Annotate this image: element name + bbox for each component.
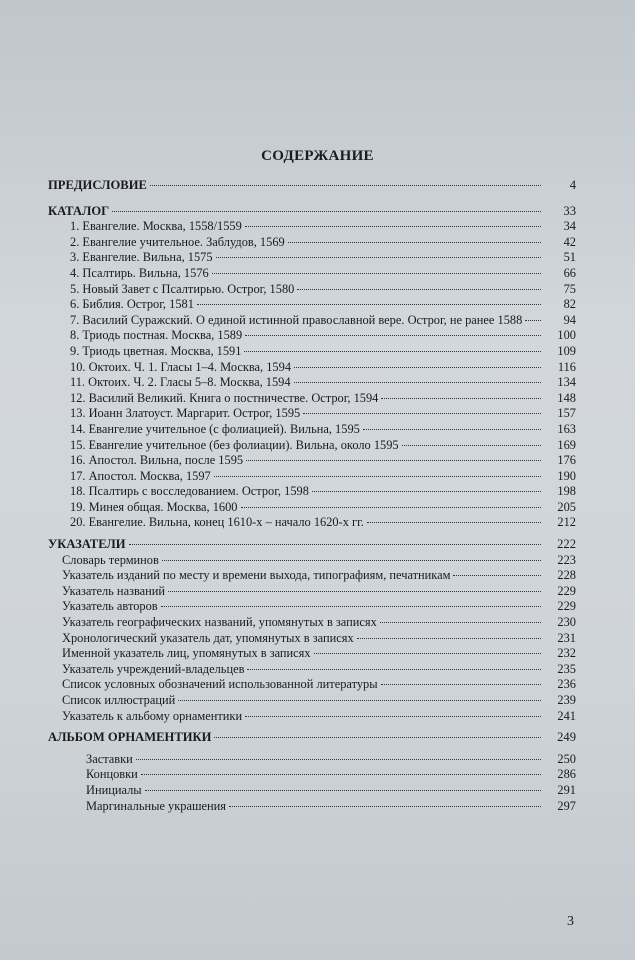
leader-dots bbox=[288, 242, 541, 243]
toc-entry bbox=[46, 375, 576, 391]
leader-dots bbox=[245, 716, 541, 717]
leader-dots bbox=[297, 289, 541, 290]
toc-entry-label: 19. Минея общая. Москва, 1600 bbox=[70, 499, 238, 514]
leader-dots bbox=[245, 226, 541, 227]
toc-page-number: 250 bbox=[557, 751, 576, 766]
toc-entry-label: 17. Апостол. Москва, 1597 bbox=[70, 468, 211, 483]
toc-entry bbox=[46, 297, 576, 313]
toc-entry bbox=[46, 406, 576, 422]
toc-entry bbox=[46, 615, 576, 631]
toc-page-number: 33 bbox=[563, 203, 576, 218]
toc-page-number: 223 bbox=[557, 552, 576, 567]
leader-dots bbox=[312, 491, 541, 492]
leader-dots bbox=[402, 445, 541, 446]
toc-entry-label: 5. Новый Завет с Псалтирью. Острог, 1580 bbox=[70, 281, 295, 296]
leader-dots bbox=[380, 622, 541, 623]
toc-page-number: 230 bbox=[557, 615, 576, 630]
toc-page-number: 75 bbox=[563, 281, 576, 296]
toc-entry-label: 13. Иоанн Златоуст. Маргарит. Острог, 1595 bbox=[70, 406, 301, 421]
toc-entry bbox=[46, 515, 576, 531]
toc-entry-label: Словарь терминов bbox=[62, 552, 159, 567]
toc-entry-label: 7. Василий Суражский. О единой истинной православной вере. Острог, не ранее 1588 bbox=[70, 312, 523, 327]
toc-page-number: 236 bbox=[557, 677, 576, 692]
toc-page-number: 109 bbox=[557, 343, 576, 358]
leader-dots bbox=[367, 522, 541, 523]
leader-dots bbox=[129, 544, 541, 545]
toc-entries bbox=[46, 752, 576, 814]
toc-entry bbox=[46, 328, 576, 344]
toc-page-number: 291 bbox=[557, 782, 576, 797]
toc-entry bbox=[46, 693, 576, 709]
toc-entry bbox=[46, 453, 576, 469]
toc-entry-label: 12. Василий Великий. Книга о постничестве. Острог, 1594 bbox=[70, 390, 379, 405]
leader-dots bbox=[241, 507, 542, 508]
toc-section bbox=[46, 730, 576, 746]
leader-dots bbox=[294, 367, 541, 368]
leader-dots bbox=[363, 429, 541, 430]
toc-entry bbox=[46, 767, 576, 783]
toc-entry-label: 11. Октоих. Ч. 2. Гласы 5–8. Москва, 1594 bbox=[70, 375, 291, 390]
toc-entry-label: 6. Библия. Острог, 1581 bbox=[70, 297, 194, 312]
toc-entry-label: Маргинальные украшения bbox=[86, 798, 226, 813]
toc-entry bbox=[46, 438, 576, 454]
toc-page-number: 4 bbox=[569, 178, 576, 192]
toc-entry-label: 14. Евангелие учительное (с фолиацией). Вильна, 1595 bbox=[70, 421, 360, 436]
leader-dots bbox=[161, 606, 541, 607]
page-number: 3 bbox=[567, 914, 574, 929]
leader-dots bbox=[150, 185, 541, 186]
toc-section bbox=[46, 204, 576, 220]
toc-page-number: 239 bbox=[557, 693, 576, 707]
leader-dots bbox=[247, 669, 541, 670]
leader-dots bbox=[112, 211, 541, 212]
toc-entry-label: 20. Евангелие. Вильна, конец 1610-х – начало 1620-х гг. bbox=[70, 515, 364, 530]
toc-entry-label: 4. Псалтирь. Вильна, 1576 bbox=[70, 265, 209, 280]
leader-dots bbox=[229, 806, 541, 807]
toc-page-number: 82 bbox=[563, 297, 576, 312]
toc-entry-label: Указатель к альбому орнаментики bbox=[62, 708, 243, 723]
toc-entry-label: Концовки bbox=[86, 767, 138, 782]
toc-entry-label: Хронологический указатель дат, упомянутых в записях bbox=[62, 630, 354, 645]
leader-dots bbox=[246, 460, 541, 461]
toc-entry-label: 10. Октоих. Ч. 1. Гласы 1–4. Москва, 1594 bbox=[70, 359, 292, 374]
leader-dots bbox=[178, 700, 541, 701]
leader-dots bbox=[145, 790, 541, 791]
toc-section-label: ПРЕДИСЛОВИЕ bbox=[48, 178, 147, 192]
toc-entry-label: 15. Евангелие учительное (без фолиации). Вильна, около 1595 bbox=[70, 437, 399, 452]
toc-page-number: 163 bbox=[557, 421, 576, 436]
leader-dots bbox=[168, 591, 541, 592]
toc-entry bbox=[46, 500, 576, 516]
leader-dots bbox=[197, 304, 541, 305]
toc-entry bbox=[46, 584, 576, 600]
toc-entry bbox=[46, 799, 576, 815]
toc-page-number: 241 bbox=[557, 708, 576, 723]
toc-entry-label: 9. Триодь цветная. Москва, 1591 bbox=[70, 343, 242, 358]
toc-entry bbox=[46, 266, 576, 282]
toc-page-number: 34 bbox=[563, 219, 576, 234]
leader-dots bbox=[314, 653, 541, 654]
toc-entry-label: 2. Евангелие учительное. Заблудов, 1569 bbox=[70, 234, 285, 249]
toc-page-number: 229 bbox=[557, 599, 576, 614]
toc-page-number: 148 bbox=[557, 390, 576, 405]
toc-page-number: 94 bbox=[563, 312, 576, 327]
toc-section-label: УКАЗАТЕЛИ bbox=[48, 537, 126, 552]
leader-dots bbox=[212, 273, 541, 274]
toc-page-number: 157 bbox=[557, 406, 576, 421]
toc-entry bbox=[46, 360, 576, 376]
toc-page-number: 100 bbox=[557, 328, 576, 343]
toc-page-number: 190 bbox=[557, 468, 576, 483]
toc-entry-label: Именной указатель лиц, упомянутых в записях bbox=[62, 646, 311, 661]
leader-dots bbox=[216, 257, 541, 258]
toc-page-number: 222 bbox=[557, 537, 576, 552]
toc-entry-label: Указатель авторов bbox=[62, 599, 158, 614]
toc-page-number: 66 bbox=[563, 265, 576, 280]
toc-page-number: 286 bbox=[557, 767, 576, 782]
toc-page-number: 228 bbox=[557, 568, 576, 583]
leader-dots bbox=[245, 335, 541, 336]
toc-entry-label: Список условных обозначений использованной литературы bbox=[62, 677, 378, 692]
toc-entry bbox=[46, 677, 576, 693]
toc-page-number: 116 bbox=[557, 359, 576, 374]
toc-section-label: АЛЬБОМ ОРНАМЕНТИКИ bbox=[48, 730, 212, 745]
toc-entry-label: Заставки bbox=[86, 751, 133, 766]
toc-entry bbox=[46, 599, 576, 615]
toc-entry bbox=[46, 344, 576, 360]
leader-dots bbox=[244, 351, 541, 352]
toc-entry-label: Указатель географических названий, упомянутых в записях bbox=[62, 615, 377, 630]
toc-entry-label: Указатель названий bbox=[62, 583, 166, 598]
toc-entry-label: 16. Апостол. Вильна, после 1595 bbox=[70, 453, 244, 468]
toc-entry-label: Инициалы bbox=[86, 782, 142, 797]
toc-entry bbox=[46, 631, 576, 647]
toc-entry bbox=[46, 313, 576, 329]
leader-dots bbox=[381, 684, 541, 685]
toc-section bbox=[46, 178, 576, 194]
toc-page-number: 134 bbox=[557, 375, 576, 390]
toc-page-number: 51 bbox=[563, 250, 576, 265]
toc-entry bbox=[46, 662, 576, 678]
toc-entries bbox=[46, 553, 576, 725]
leader-dots bbox=[381, 398, 541, 399]
toc-page-number: 212 bbox=[557, 515, 576, 530]
leader-dots bbox=[162, 560, 541, 561]
toc-entry bbox=[46, 484, 576, 500]
leader-dots bbox=[294, 382, 541, 383]
toc-entry-label: 8. Триодь постная. Москва, 1589 bbox=[70, 328, 243, 343]
toc-entry bbox=[46, 553, 576, 569]
toc-entry bbox=[46, 646, 576, 662]
toc-entry bbox=[46, 783, 576, 799]
toc-entry-label: 18. Псалтирь с восследованием. Острог, 1598 bbox=[70, 484, 309, 499]
leader-dots bbox=[525, 320, 541, 321]
toc-entry bbox=[46, 250, 576, 266]
toc-entry bbox=[46, 282, 576, 298]
leader-dots bbox=[214, 737, 541, 738]
toc-entry bbox=[46, 709, 576, 725]
leader-dots bbox=[453, 575, 541, 576]
toc-page-number: 42 bbox=[563, 234, 576, 249]
toc-page-number: 205 bbox=[557, 499, 576, 514]
toc-page-number: 176 bbox=[557, 453, 576, 468]
toc-entry-label: 1. Евангелие. Москва, 1558/1559 bbox=[70, 219, 242, 234]
toc-page-number: 249 bbox=[557, 730, 576, 745]
leader-dots bbox=[303, 413, 541, 414]
toc-entry-label: Указатель учреждений-владельцев bbox=[62, 661, 245, 676]
toc-page-number: 169 bbox=[557, 437, 576, 452]
leader-dots bbox=[214, 476, 541, 477]
toc-entry bbox=[46, 469, 576, 485]
toc-page-number: 231 bbox=[557, 630, 576, 645]
toc-entry bbox=[46, 219, 576, 235]
toc-entry bbox=[46, 568, 576, 584]
toc-entry-label: 3. Евангелие. Вильна, 1575 bbox=[70, 250, 213, 265]
toc-page-number: 198 bbox=[557, 484, 576, 499]
toc-entry bbox=[46, 752, 576, 768]
leader-dots bbox=[141, 774, 541, 775]
toc-section bbox=[46, 537, 576, 553]
toc-entry bbox=[46, 235, 576, 251]
page-title: СОДЕРЖАНИЕ bbox=[261, 148, 374, 164]
toc-page-number: 229 bbox=[557, 583, 576, 598]
toc-entry bbox=[46, 422, 576, 438]
toc-entry-label: Указатель изданий по месту и времени выхода, типографиям, печатникам bbox=[62, 568, 451, 583]
toc-page-number: 232 bbox=[557, 646, 576, 661]
toc-entries bbox=[46, 219, 576, 531]
toc-page-number: 235 bbox=[557, 661, 576, 676]
table-of-contents bbox=[46, 178, 576, 814]
toc-entry bbox=[46, 391, 576, 407]
leader-dots bbox=[357, 638, 541, 639]
leader-dots bbox=[136, 759, 541, 760]
toc-page-number: 297 bbox=[557, 798, 576, 813]
toc-section-label: КАТАЛОГ bbox=[48, 203, 110, 218]
toc-entry-label: Список иллюстраций bbox=[62, 693, 176, 707]
